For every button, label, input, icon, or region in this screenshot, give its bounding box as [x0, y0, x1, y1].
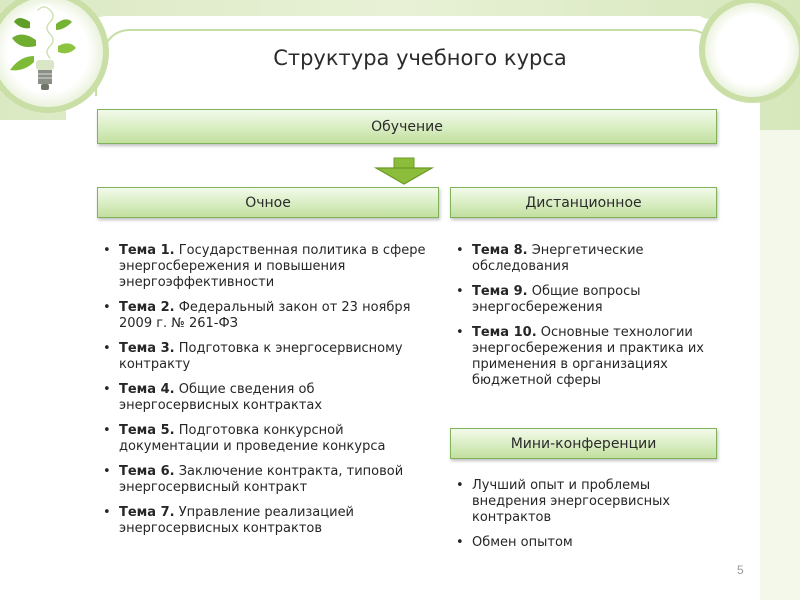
list-item: • Тема 9. Общие вопросы энергосбережения: [450, 284, 718, 316]
list-item: • Лучший опыт и проблемы внедрения энергосервисных контрактов: [450, 478, 718, 526]
list-item: • Тема 3. Подготовка к энергосервисному контракту: [97, 341, 427, 373]
list-item: • Тема 4. Общие сведения об энергосервисных контрактах: [97, 382, 427, 414]
list-item: • Тема 10. Основные технологии энергосбережения и практика их применения в организациях бюджетной сферы: [450, 325, 718, 389]
list-item: • Обмен опытом: [450, 535, 718, 551]
ochnoe-box: Очное: [97, 187, 439, 218]
page-number: 5: [737, 563, 744, 577]
distance-topic-list: [450, 243, 718, 398]
list-item: • Тема 6. Заключение контракта, типовой энергосервисный контракт: [97, 464, 427, 496]
page-title: Структура учебного курса: [273, 46, 567, 70]
list-item: • Тема 2. Федеральный закон от 23 ноября 2009 г. № 261-ФЗ: [97, 300, 427, 332]
list-item: • Тема 7. Управление реализацией энергосервисных контрактов: [97, 505, 427, 537]
ochnoe-topic-list: [97, 243, 427, 546]
distance-box: Дистанционное: [450, 187, 717, 218]
list-item: • Тема 1. Государственная политика в сфере энергосбережения и повышения энергоэффективности: [97, 243, 427, 291]
list-item: • Тема 5. Подготовка конкурсной документации и проведение конкурса: [97, 423, 427, 455]
mini-conference-list: [450, 478, 718, 560]
obuchenie-box: Обучение: [97, 109, 717, 144]
list-item: • Тема 8. Энергетические обследования: [450, 243, 718, 275]
mini-conference-box: Мини-конференции: [450, 428, 717, 459]
